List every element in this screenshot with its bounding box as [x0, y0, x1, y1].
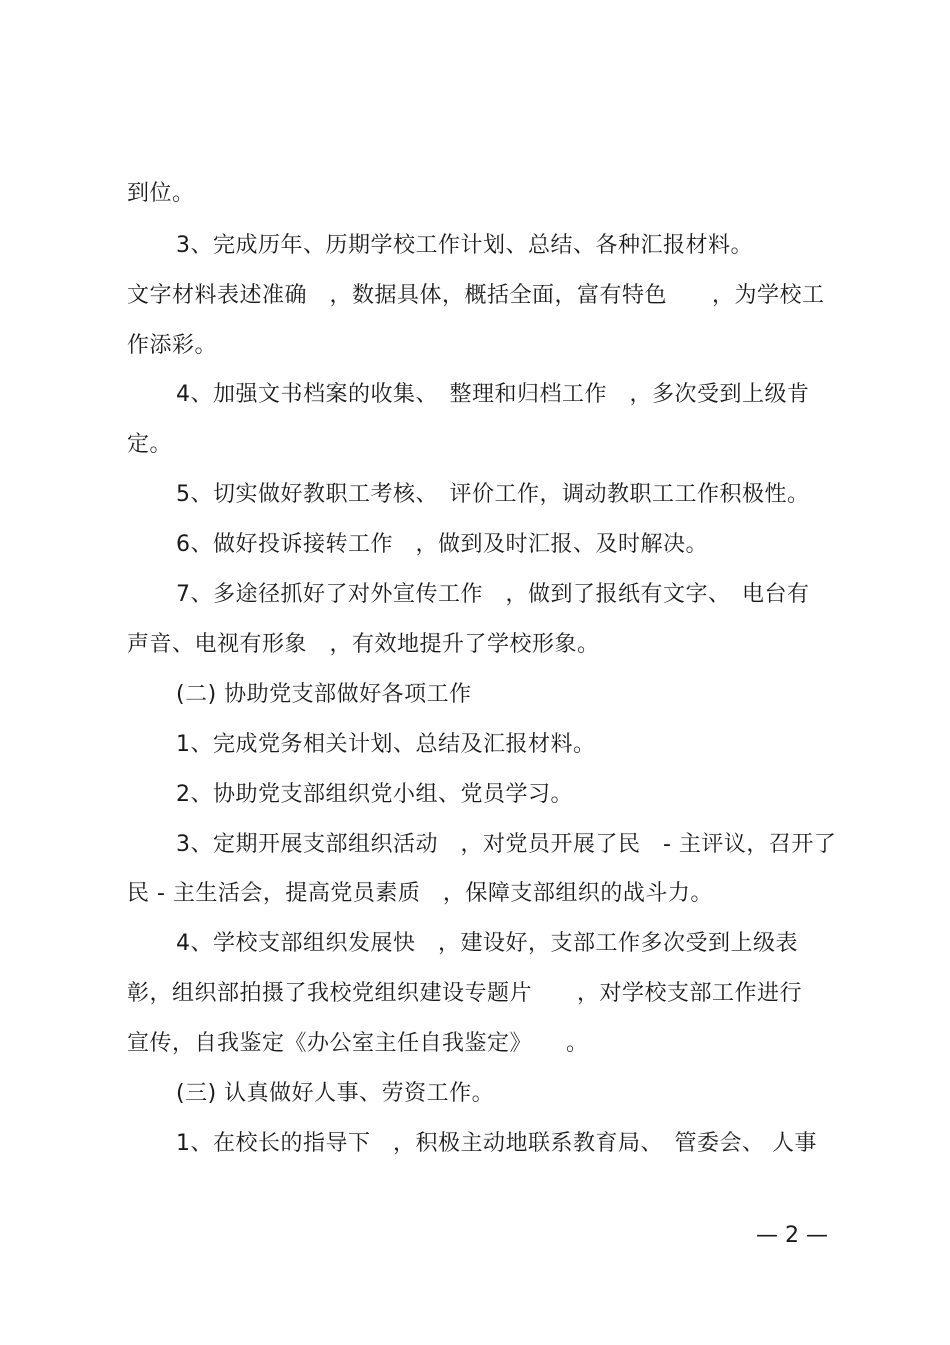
paragraph-line: 声音、电视有形象 ，有效地提升了学校形象。	[127, 632, 600, 657]
section-heading: (二) 协助党支部做好各项工作	[176, 682, 472, 707]
paragraph-line: 1、完成党务相关计划、总结及汇报材料。	[176, 732, 596, 757]
paragraph-line: 3、完成历年、历期学校工作计划、总结、各种汇报材料。	[176, 233, 753, 258]
paragraph-line: 6、做好投诉接转工作 ，做到及时汇报、及时解决。	[176, 532, 708, 557]
paragraph-line: 3、定期开展支部组织活动 ，对党员开展了民 - 主评议，召开了	[176, 832, 837, 857]
paragraph-line: 1、在校长的指导下 ，积极主动地联系教育局、 管委会、 人事	[176, 1131, 817, 1156]
paragraph-line: 4、学校支部组织发展快 ，建设好，支部工作多次受到上级表	[176, 931, 798, 956]
paragraph-line: 作添彩。	[127, 333, 218, 358]
paragraph-line: 定。	[127, 432, 173, 457]
paragraph-line: 民 - 主生活会，提高党员素质 ，保障支部组织的战斗力。	[127, 881, 713, 906]
paragraph-line: 文字材料表述准确 ，数据具体，概括全面，富有特色 ，为学校工	[127, 283, 825, 308]
paragraph-line: 宣传，自我鉴定《办公室主任自我鉴定》 。	[127, 1031, 589, 1056]
paragraph-line: 到位。	[127, 181, 195, 206]
section-heading: (三) 认真做好人事、劳资工作。	[176, 1081, 495, 1106]
page-number: — 2 —	[756, 1223, 828, 1248]
paragraph-line: 2、协助党支部组织党小组、党员学习。	[176, 782, 573, 807]
paragraph-line: 4、加强文书档案的收集、 整理和归档工作 ，多次受到上级肯	[176, 382, 810, 407]
paragraph-line: 7、多途径抓好了对外宣传工作 ，做到了报纸有文字、 电台有	[176, 582, 810, 607]
paragraph-line: 5、切实做好教职工考核、 评价工作，调动教职工工作积极性。	[176, 482, 810, 507]
paragraph-line: 彰，组织部拍摄了我校党组织建设专题片 ，对学校支部工作进行	[127, 981, 803, 1006]
